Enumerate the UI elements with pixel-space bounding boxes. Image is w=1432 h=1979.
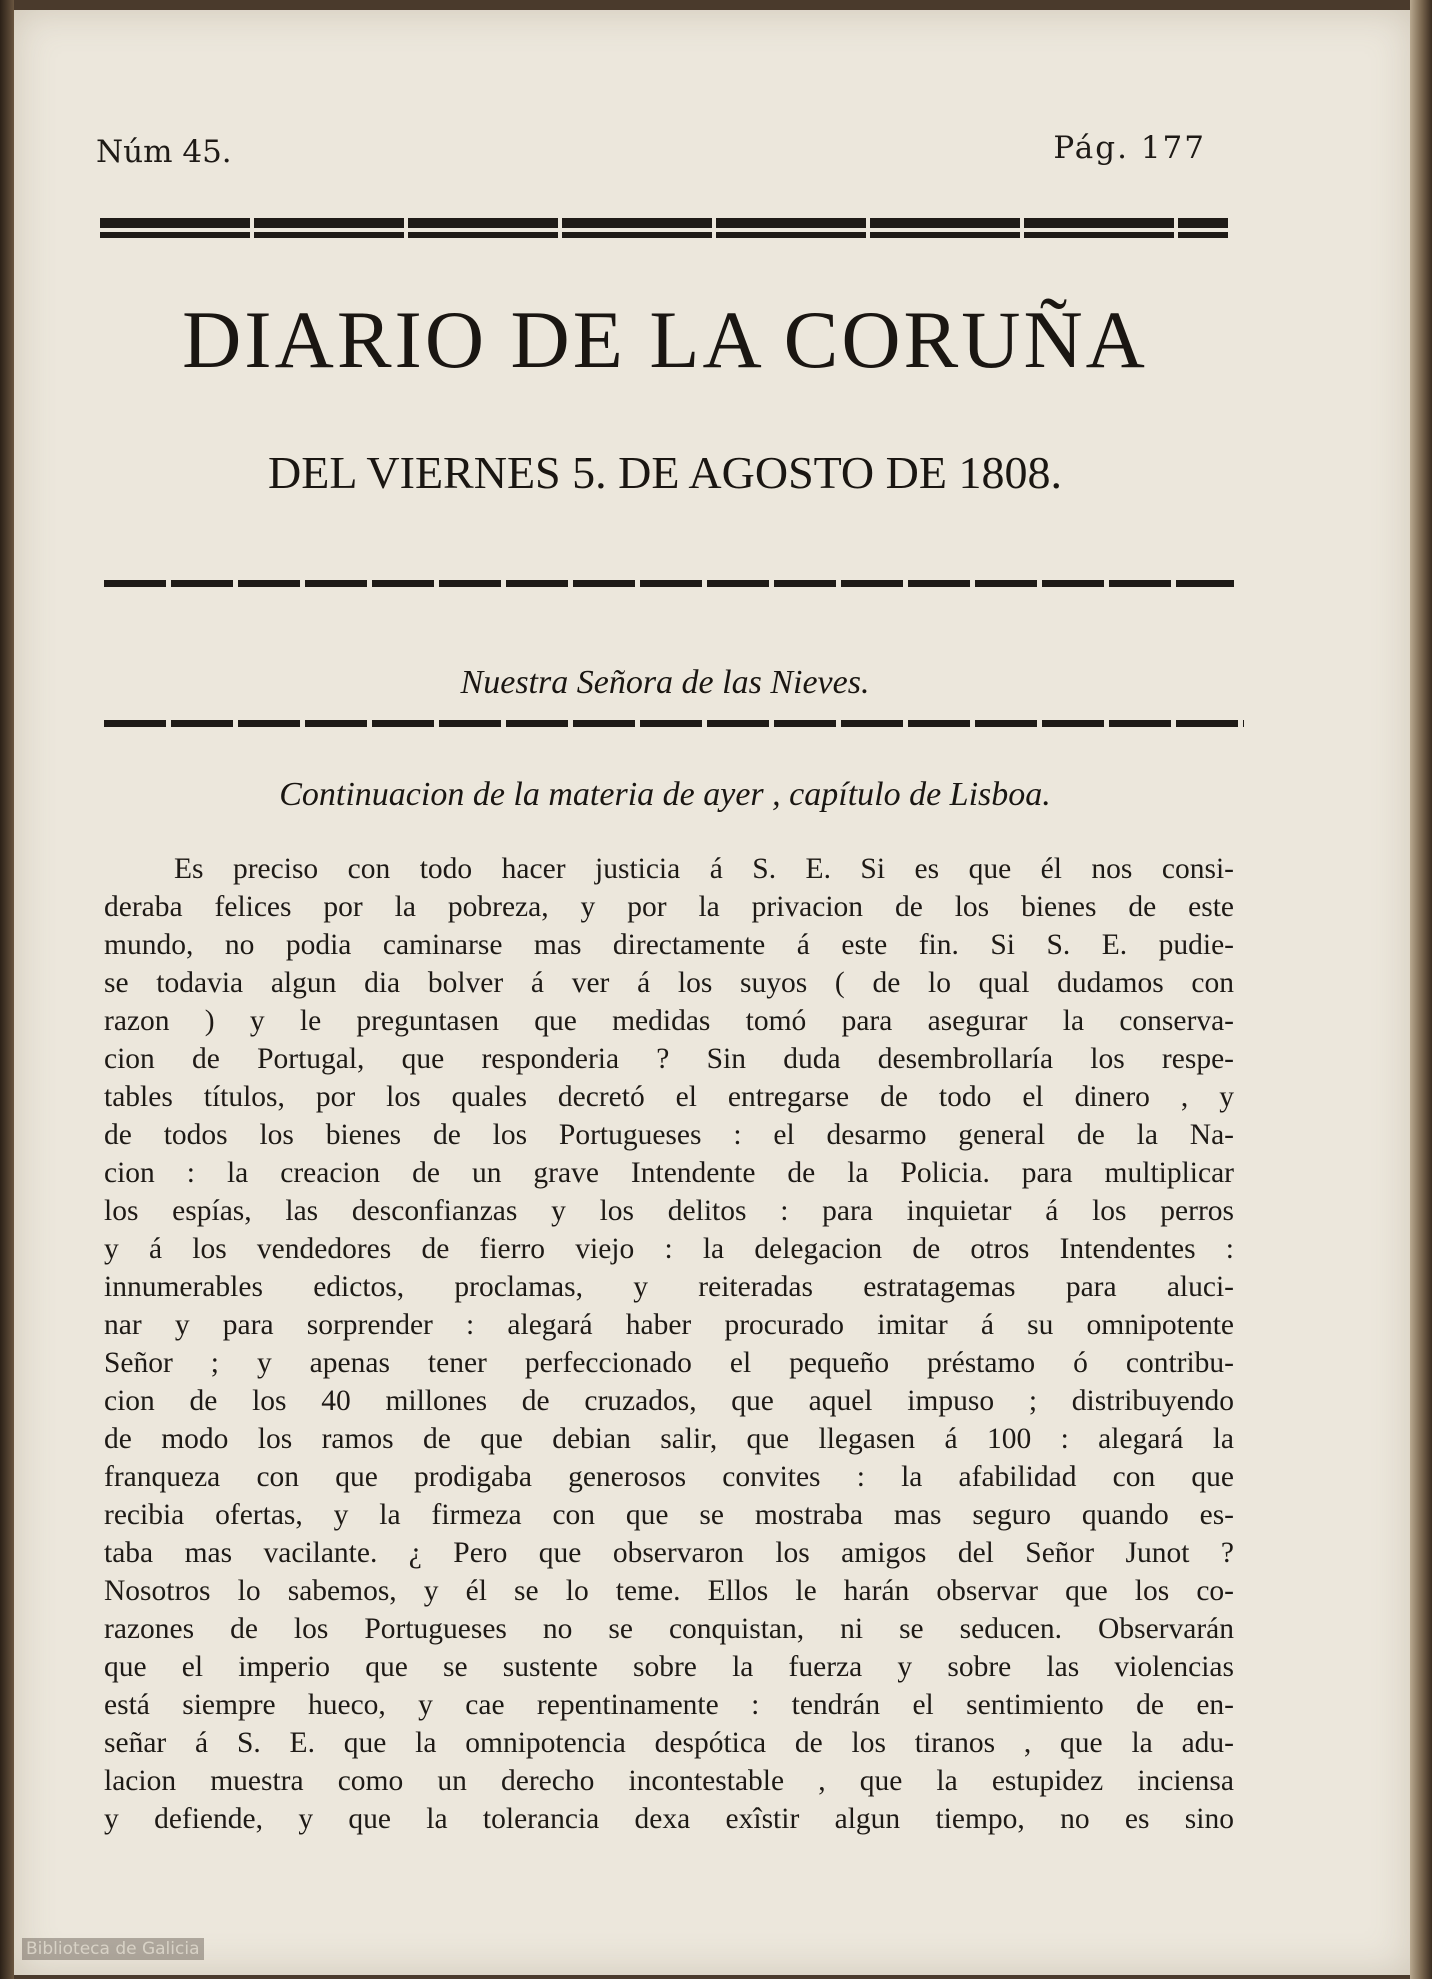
saint-of-day: Nuestra Señora de las Nieves. xyxy=(460,664,870,701)
divider-rule xyxy=(104,580,1234,587)
article-line: razon ) y le preguntasen que medidas tomó para asegurar la conserva- xyxy=(104,1005,1234,1037)
article-line: señar á S. E. que la omnipotencia despótica de los tiranos , que la adu- xyxy=(104,1727,1234,1759)
article-line: está siempre hueco, y cae repentinamente : tendrán el sentimiento de en- xyxy=(104,1689,1234,1721)
article-line: de modo los ramos de que debian salir, que llegasen á 100 : alegará la xyxy=(104,1423,1234,1455)
article-line: se todavia algun dia bolver á ver á los suyos ( de lo qual dudamos con xyxy=(104,967,1234,999)
page-number: Pág. 177 xyxy=(1053,130,1206,166)
article-line: Es preciso con todo hacer justicia á S. E. Si es que él nos consi- xyxy=(174,853,1234,885)
article-line: nar y para sorprender : alegará haber procurado imitar á su omnipotente xyxy=(104,1309,1234,1341)
masthead-date: DEL VIERNES 5. DE AGOSTO DE 1808. xyxy=(268,447,1062,498)
article-line: que el imperio que se sustente sobre la fuerza y sobre las violencias xyxy=(104,1651,1234,1683)
article-line: y defiende, y que la tolerancia dexa exîstir algun tiempo, no es sino xyxy=(104,1803,1234,1835)
article-line: franqueza con que prodigaba generosos convites : la afabilidad con que xyxy=(104,1461,1234,1493)
top-rule xyxy=(100,218,1228,228)
article-line: y á los vendedores de fierro viejo : la delegacion de otros Intendentes : xyxy=(104,1233,1234,1265)
article-line: cion de los 40 millones de cruzados, que aquel impuso ; distribuyendo xyxy=(104,1385,1234,1417)
book-binding xyxy=(0,0,14,1979)
divider-rule-2 xyxy=(104,720,1244,727)
article-body xyxy=(104,850,1234,1838)
library-credit: Biblioteca de Galicia xyxy=(22,1938,204,1960)
article-line: tables títulos, por los quales decretó el entregarse de todo el dinero , y xyxy=(104,1081,1234,1113)
article-line: taba mas vacilante. ¿ Pero que observaron los amigos del Señor Junot ? xyxy=(104,1537,1234,1569)
article-line: razones de los Portugueses no se conquistan, ni se seducen. Observarán xyxy=(104,1613,1234,1645)
article-line: lacion muestra como un derecho incontestable , que la estupidez inciensa xyxy=(104,1765,1234,1797)
top-rule-lower xyxy=(100,232,1228,238)
article-line: los espías, las desconfianzas y los delitos : para inquietar á los perros xyxy=(104,1195,1234,1227)
page-edge xyxy=(1410,0,1432,1979)
article-line: deraba felices por la pobreza, y por la privacion de los bienes de este xyxy=(104,891,1234,923)
article-line: cion : la creacion de un grave Intendente de la Policia. para multiplicar xyxy=(104,1157,1234,1189)
article-line: recibia ofertas, y la firmeza con que se mostraba mas seguro quando es- xyxy=(104,1499,1234,1531)
article-line: de todos los bienes de los Portugueses : el desarmo general de la Na- xyxy=(104,1119,1234,1151)
page-header xyxy=(96,130,1206,178)
article-line: mundo, no podia caminarse mas directamente á este fin. Si S. E. pudie- xyxy=(104,929,1234,961)
article-line: cion de Portugal, que responderia ? Sin duda desembrollaría los respe- xyxy=(104,1043,1234,1075)
issue-number: Núm 45. xyxy=(96,134,232,170)
article-line: Nosotros lo sabemos, y él se lo teme. Ellos le harán observar que los co- xyxy=(104,1575,1234,1607)
article-title: Continuacion de la materia de ayer , capítulo de Lisboa. xyxy=(279,776,1051,813)
article-line: innumerables edictos, proclamas, y reiteradas estratagemas para aluci- xyxy=(104,1271,1234,1303)
article-line: Señor ; y apenas tener perfeccionado el pequeño préstamo ó contribu- xyxy=(104,1347,1234,1379)
masthead-title: DIARIO DE LA CORUÑA xyxy=(182,294,1148,385)
